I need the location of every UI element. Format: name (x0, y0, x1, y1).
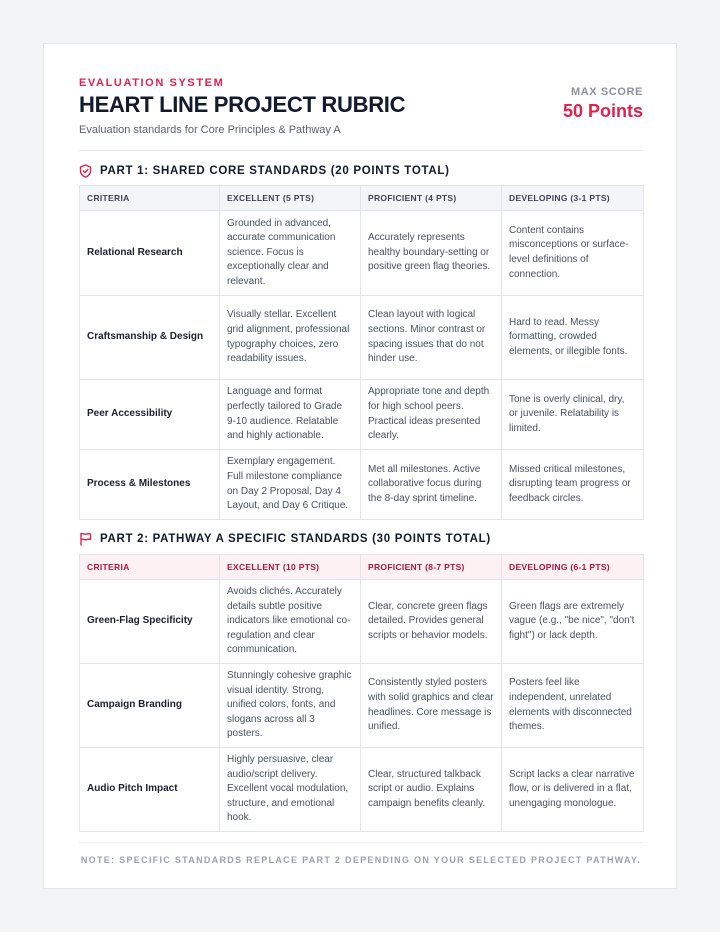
page-title: HEART LINE PROJECT RUBRIC (79, 92, 406, 117)
shield-icon (79, 164, 92, 178)
table-row (80, 380, 644, 450)
part2-title: PART 2: PATHWAY A SPECIFIC STANDARDS (30 POINTS TOTAL) (100, 533, 491, 545)
table-row (80, 580, 644, 664)
excellent-cell: Exemplary engagement. Full milestone compliance on Day 2 Proposal, Day 4 Layout, and Day 6 Critique. (220, 450, 361, 520)
developing-cell: Green flags are extremely vague (e.g., "be nice", "don't fight") or lack depth. (502, 580, 644, 664)
rubric-page (43, 43, 677, 889)
table-row (80, 450, 644, 520)
max-score-label: MAX SCORE (570, 86, 643, 98)
criteria-cell: Peer Accessibility (80, 380, 220, 450)
column-header: PROFICIENT (8-7 PTS) (361, 555, 502, 580)
footnote: NOTE: SPECIFIC STANDARDS REPLACE PART 2 DEPENDING ON YOUR SELECTED PROJECT PATHWAY. (80, 855, 642, 865)
eyebrow-label: EVALUATION SYSTEM (79, 77, 225, 89)
column-header: EXCELLENT (5 PTS) (220, 186, 361, 211)
column-header: CRITERIA (80, 555, 220, 580)
proficient-cell: Accurately represents healthy boundary-setting or positive green flag theories. (361, 211, 502, 296)
criteria-cell: Audio Pitch Impact (80, 748, 220, 832)
developing-cell: Hard to read. Messy formatting, crowded elements, or illegible fonts. (502, 296, 644, 380)
criteria-cell: Campaign Branding (80, 664, 220, 748)
criteria-cell: Relational Research (80, 211, 220, 296)
developing-cell: Content contains misconceptions or surface-level definitions of connection. (502, 211, 644, 296)
part1-title: PART 1: SHARED CORE STANDARDS (20 POINTS TOTAL) (100, 165, 450, 177)
proficient-cell: Clear, concrete green flags detailed. Provides general scripts or behavior models. (361, 580, 502, 664)
criteria-cell: Green-Flag Specificity (80, 580, 220, 664)
flag-icon (79, 532, 92, 546)
proficient-cell: Appropriate tone and depth for high school peers. Practical ideas presented clearly. (361, 380, 502, 450)
column-header: PROFICIENT (4 PTS) (361, 186, 502, 211)
table-row (80, 211, 644, 296)
proficient-cell: Met all milestones. Active collaborative focus during the 8-day sprint timeline. (361, 450, 502, 520)
excellent-cell: Avoids clichés. Accurately details subtle positive indicators like emotional co-regulation and clear communication. (220, 580, 361, 664)
table-row (80, 748, 644, 832)
proficient-cell: Consistently styled posters with solid graphics and clear headlines. Core message is unified. (361, 664, 502, 748)
excellent-cell: Highly persuasive, clear audio/script delivery. Excellent vocal modulation, structure, and emotional hook. (220, 748, 361, 832)
part1-heading (79, 163, 450, 179)
part2-heading (79, 531, 491, 547)
developing-cell: Script lacks a clear narrative flow, or is delivered in a flat, unengaging monologue. (502, 748, 644, 832)
column-header: DEVELOPING (6-1 PTS) (502, 555, 644, 580)
developing-cell: Missed critical milestones, disrupting team progress or feedback circles. (502, 450, 644, 520)
column-header: CRITERIA (80, 186, 220, 211)
rubric-header (79, 77, 643, 151)
footnote-divider (79, 842, 643, 843)
proficient-cell: Clear, structured talkback script or audio. Explains campaign benefits cleanly. (361, 748, 502, 832)
criteria-cell: Process & Milestones (80, 450, 220, 520)
part2-table (79, 554, 644, 832)
table-header-row (80, 186, 644, 211)
table-row (80, 296, 644, 380)
max-score-value: 50 Points (562, 101, 643, 121)
excellent-cell: Stunningly cohesive graphic visual identity. Strong, unified colors, fonts, and slogans across all 3 posters. (220, 664, 361, 748)
criteria-cell: Craftsmanship & Design (80, 296, 220, 380)
developing-cell: Posters feel like independent, unrelated elements with disconnected themes. (502, 664, 644, 748)
column-header: EXCELLENT (10 PTS) (220, 555, 361, 580)
page-subtitle: Evaluation standards for Core Principles & Pathway A (79, 124, 341, 136)
excellent-cell: Language and format perfectly tailored to Grade 9-10 audience. Relatable and highly actionable. (220, 380, 361, 450)
proficient-cell: Clean layout with logical sections. Minor contrast or spacing issues that do not hinder use. (361, 296, 502, 380)
table-row (80, 664, 644, 748)
excellent-cell: Visually stellar. Excellent grid alignment, professional typography choices, zero readability issues. (220, 296, 361, 380)
table-header-row (80, 555, 644, 580)
part1-table (79, 185, 644, 520)
developing-cell: Tone is overly clinical, dry, or juvenile. Relatability is limited. (502, 380, 644, 450)
excellent-cell: Grounded in advanced, accurate communication science. Focus is exceptionally clear and relevant. (220, 211, 361, 296)
column-header: DEVELOPING (3-1 PTS) (502, 186, 644, 211)
